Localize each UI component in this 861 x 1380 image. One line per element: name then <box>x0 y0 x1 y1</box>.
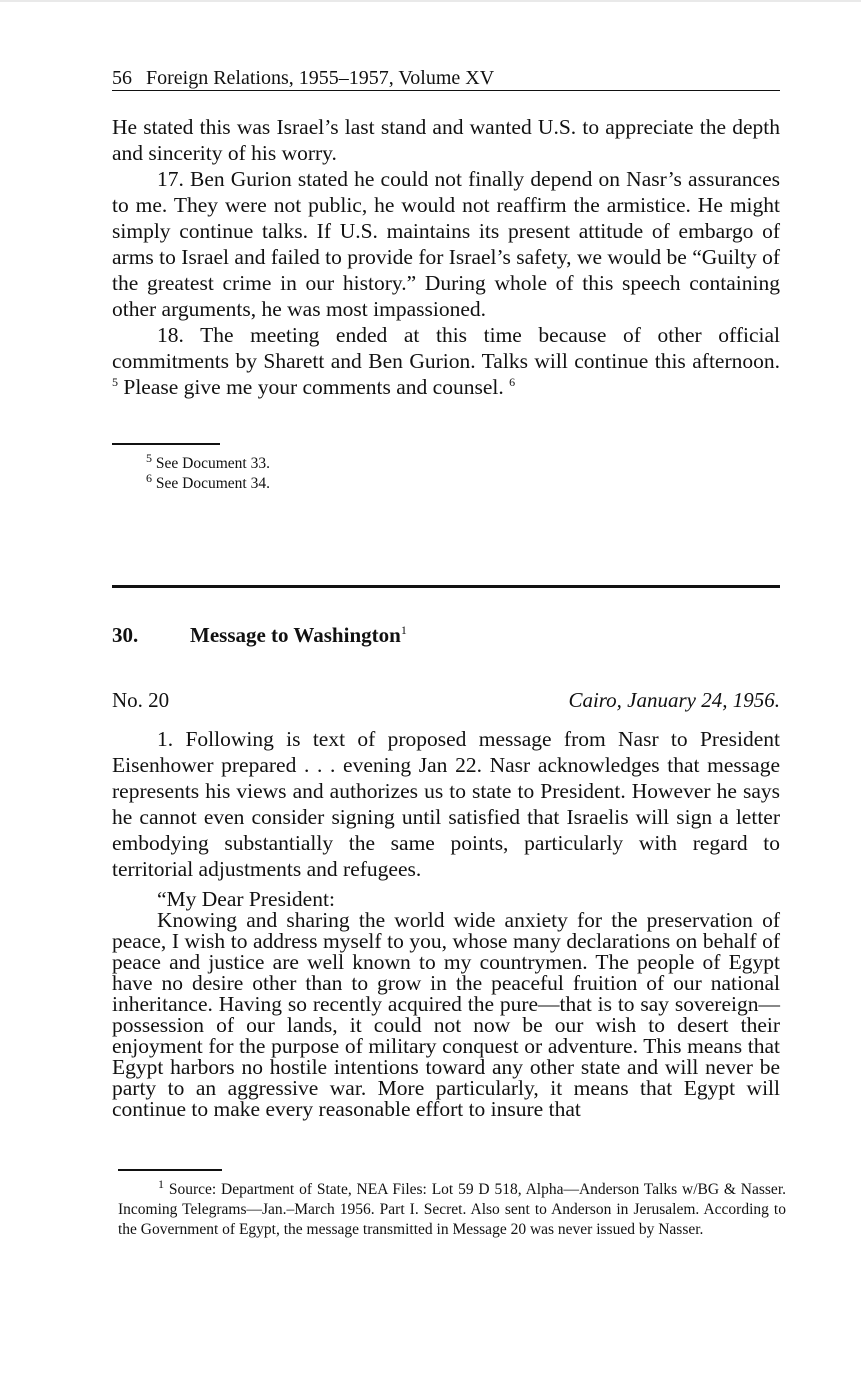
section-divider <box>112 585 780 588</box>
page-top-edge <box>0 0 861 2</box>
continued-paragraph: He stated this was Israel’s last stand and wanted U.S. to appreciate the depth and sincerity of his worry. <box>112 115 780 165</box>
running-title: Foreign Relations, 1955–1957, Volume XV <box>146 67 495 89</box>
footnote-text: See Document 33. <box>155 455 270 472</box>
source-footnote <box>118 1176 786 1240</box>
document-title: Message to Washington <box>190 623 401 647</box>
message-meta <box>112 686 780 714</box>
document-number: 30. <box>112 623 139 647</box>
footnote-text: See Document 34. <box>155 475 270 492</box>
salutation: “My Dear President: <box>157 887 335 911</box>
source-footnote-paragraph <box>118 1176 786 1240</box>
paragraph-1: 1. Following is text of proposed message from Nasr to President Eisenhower prepared . . . evening Jan 22. Nasr acknowledges that message represents his views and authorizes us to state to President. However he says he cannot even consider signing until satisfied that Israelis will sign a letter embodying substantially the same points, particularly with regard to territorial adjustments and refugees. <box>112 727 780 881</box>
paragraph-18-text-b: Please give me your comments and counsel. <box>123 375 504 399</box>
dateline: Cairo, January 24, 1956. <box>568 688 780 712</box>
message-number: No. 20 <box>112 688 170 712</box>
footnote-mark: 1 <box>158 1176 164 1191</box>
paragraph-18-text-a: 18. The meeting ended at this time because of other official commitments by Sharett and Ben Gurion. Talks will continue this afternoon. <box>112 323 780 373</box>
message-intro <box>112 726 780 882</box>
footnote-ref-5[interactable]: 5 <box>112 374 118 389</box>
page-number: 56 <box>112 67 132 89</box>
footnotes-top <box>146 450 546 494</box>
footnote-mark: 5 <box>146 450 152 465</box>
continued-text <box>112 114 780 400</box>
paragraph-18 <box>112 322 780 400</box>
source-footnote-text: Source: Department of State, NEA Files: Lot 59 D 518, Alpha—Anderson Talks w/BG & Nasser. Incoming Telegrams—Jan.–March 1956. Part I. Secret. Also sent to Anderson in Jerusalem. According to the Government of Egypt, the message transmitted in Message 20 was never issued by Nasser. <box>118 1181 786 1238</box>
document-heading <box>112 621 780 649</box>
letter-body: Knowing and sharing the world wide anxiety for the preservation of peace, I wish to address myself to you, whose many declarations on behalf of peace and justice are well known to my countrymen. The people of Egypt have no desire other than to grow in the peaceful fruition of our national inheritance. Having so recently acquired the pure—that is to say sovereign—possession of our lands, it could not now be our wish to desert their enjoyment for the purpose of military conquest or adventure. This means that Egypt harbors no hostile intentions toward any other state and will never be party to an aggressive war. More particularly, it means that Egypt will continue to make every reasonable effort to insure that <box>112 908 780 1121</box>
paragraph-17: 17. Ben Gurion stated he could not finally depend on Nasr’s assurances to me. They were not public, he would not reaffirm the armistice. He might simply continue talks. If U.S. maintains its present attitude of embargo of arms to Israel and failed to provide for Israel’s safety, we would be “Guilty of the greatest crime in our history.” During whole of this speech containing other arguments, he was most impassioned. <box>112 167 780 321</box>
footnote-5 <box>146 450 546 474</box>
footnote-rule <box>112 443 220 445</box>
letter <box>112 889 780 1120</box>
footnote-mark: 6 <box>146 470 152 485</box>
footnote-6 <box>146 470 546 494</box>
footnote-rule-bottom <box>118 1169 222 1171</box>
footnote-ref-1[interactable]: 1 <box>400 623 407 637</box>
running-header <box>112 66 780 91</box>
footnote-ref-6[interactable]: 6 <box>509 374 516 389</box>
